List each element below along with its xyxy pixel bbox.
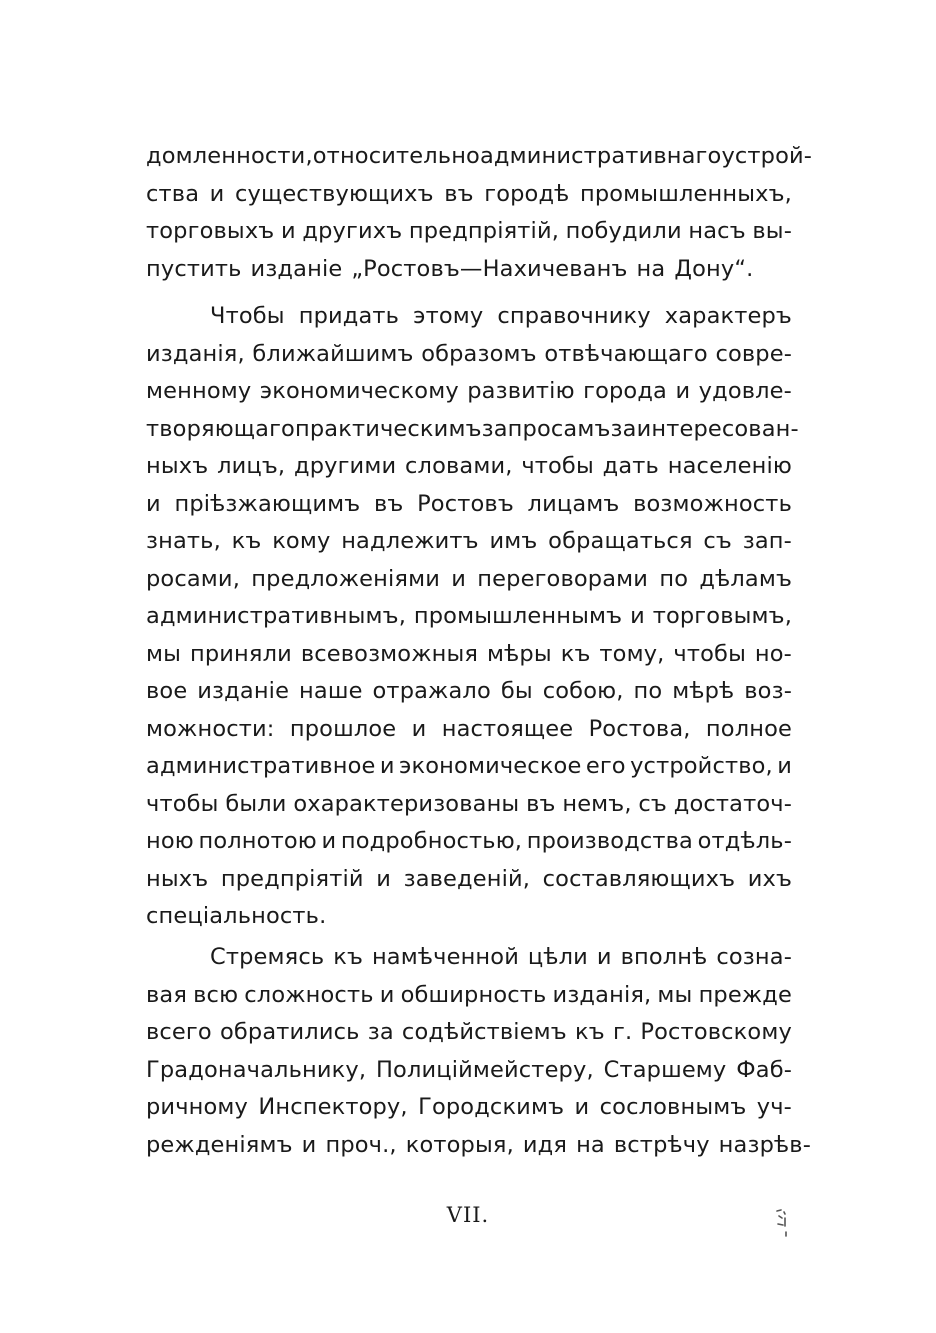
text-line: чтобы были охарактеризованы въ немъ, съ достаточ-: [146, 790, 792, 817]
text-line: можности: прошлое и настоящее Ростова, полное: [146, 715, 792, 742]
text-line: пустить изданіе „Ростовъ—Нахичеванъ на Дону“.: [146, 255, 754, 282]
text-line: спеціальность.: [146, 903, 327, 929]
text-line: мы приняли всевозможныя мѣры къ тому, чтобы но-: [146, 640, 792, 667]
paragraph-1: [146, 138, 813, 288]
text-line: ныхъ лицъ, другими словами, чтобы дать населенію: [146, 453, 792, 479]
text-line: ства и существующихъ въ городѣ промышленныхъ,: [146, 180, 792, 207]
text-line: Стремясь къ намѣченной цѣли и вполнѣ созна-: [210, 944, 792, 970]
text-line: Чтобы придать этому справочнику характеръ: [210, 303, 792, 329]
text-line: административнымъ, промышленнымъ и торговымъ,: [146, 603, 792, 629]
text-line: домленности, относительно административнаго устрой-: [146, 143, 813, 169]
text-line: административное и экономическое его устройство, и: [146, 753, 792, 779]
text-line: изданія, ближайшимъ образомъ отвѣчающаго совре-: [146, 340, 792, 367]
text-line: росами, предложеніями и переговорами по дѣламъ: [146, 565, 792, 592]
paragraph-3: [146, 939, 811, 1164]
text-line: Градоначальнику, Полиціймейстеру, Старшему Фаб-: [146, 1056, 792, 1083]
text-line: всего обратились за содѣйствіемъ къ г. Ростовскому: [146, 1019, 792, 1045]
text-line: вая всю сложность и обширность изданія, мы прежде: [146, 981, 792, 1008]
text-line: ричному Инспектору, Городскимъ и сословнымъ уч-: [146, 1094, 792, 1120]
text-line: творяющаго практическимъ запросамъ заинтересован-: [146, 415, 799, 442]
text-line: и пріѣзжающимъ въ Ростовъ лицамъ возможность: [146, 490, 792, 517]
text-line: вое изданіе наше отражало бы собою, по мѣрѣ воз-: [146, 678, 792, 704]
text-line: ныхъ предпріятій и заведеній, составляющихъ ихъ: [146, 865, 792, 892]
text-line: ною полнотою и подробностью, производства отдѣль-: [146, 828, 792, 854]
paragraph-2: [146, 298, 799, 936]
page-number: VII.: [446, 1203, 490, 1227]
text-line: знать, къ кому надлежитъ имъ обращаться съ зап-: [146, 528, 792, 554]
text-line: торговыхъ и другихъ предпріятій, побудили насъ вы-: [146, 218, 792, 244]
text-line: режденіямъ и проч., которыя, идя на встрѣчу назрѣв-: [146, 1131, 811, 1158]
text-line: менному экономическому развитію города и удовле-: [146, 378, 792, 404]
scan-mark-icon: [772, 1202, 792, 1242]
